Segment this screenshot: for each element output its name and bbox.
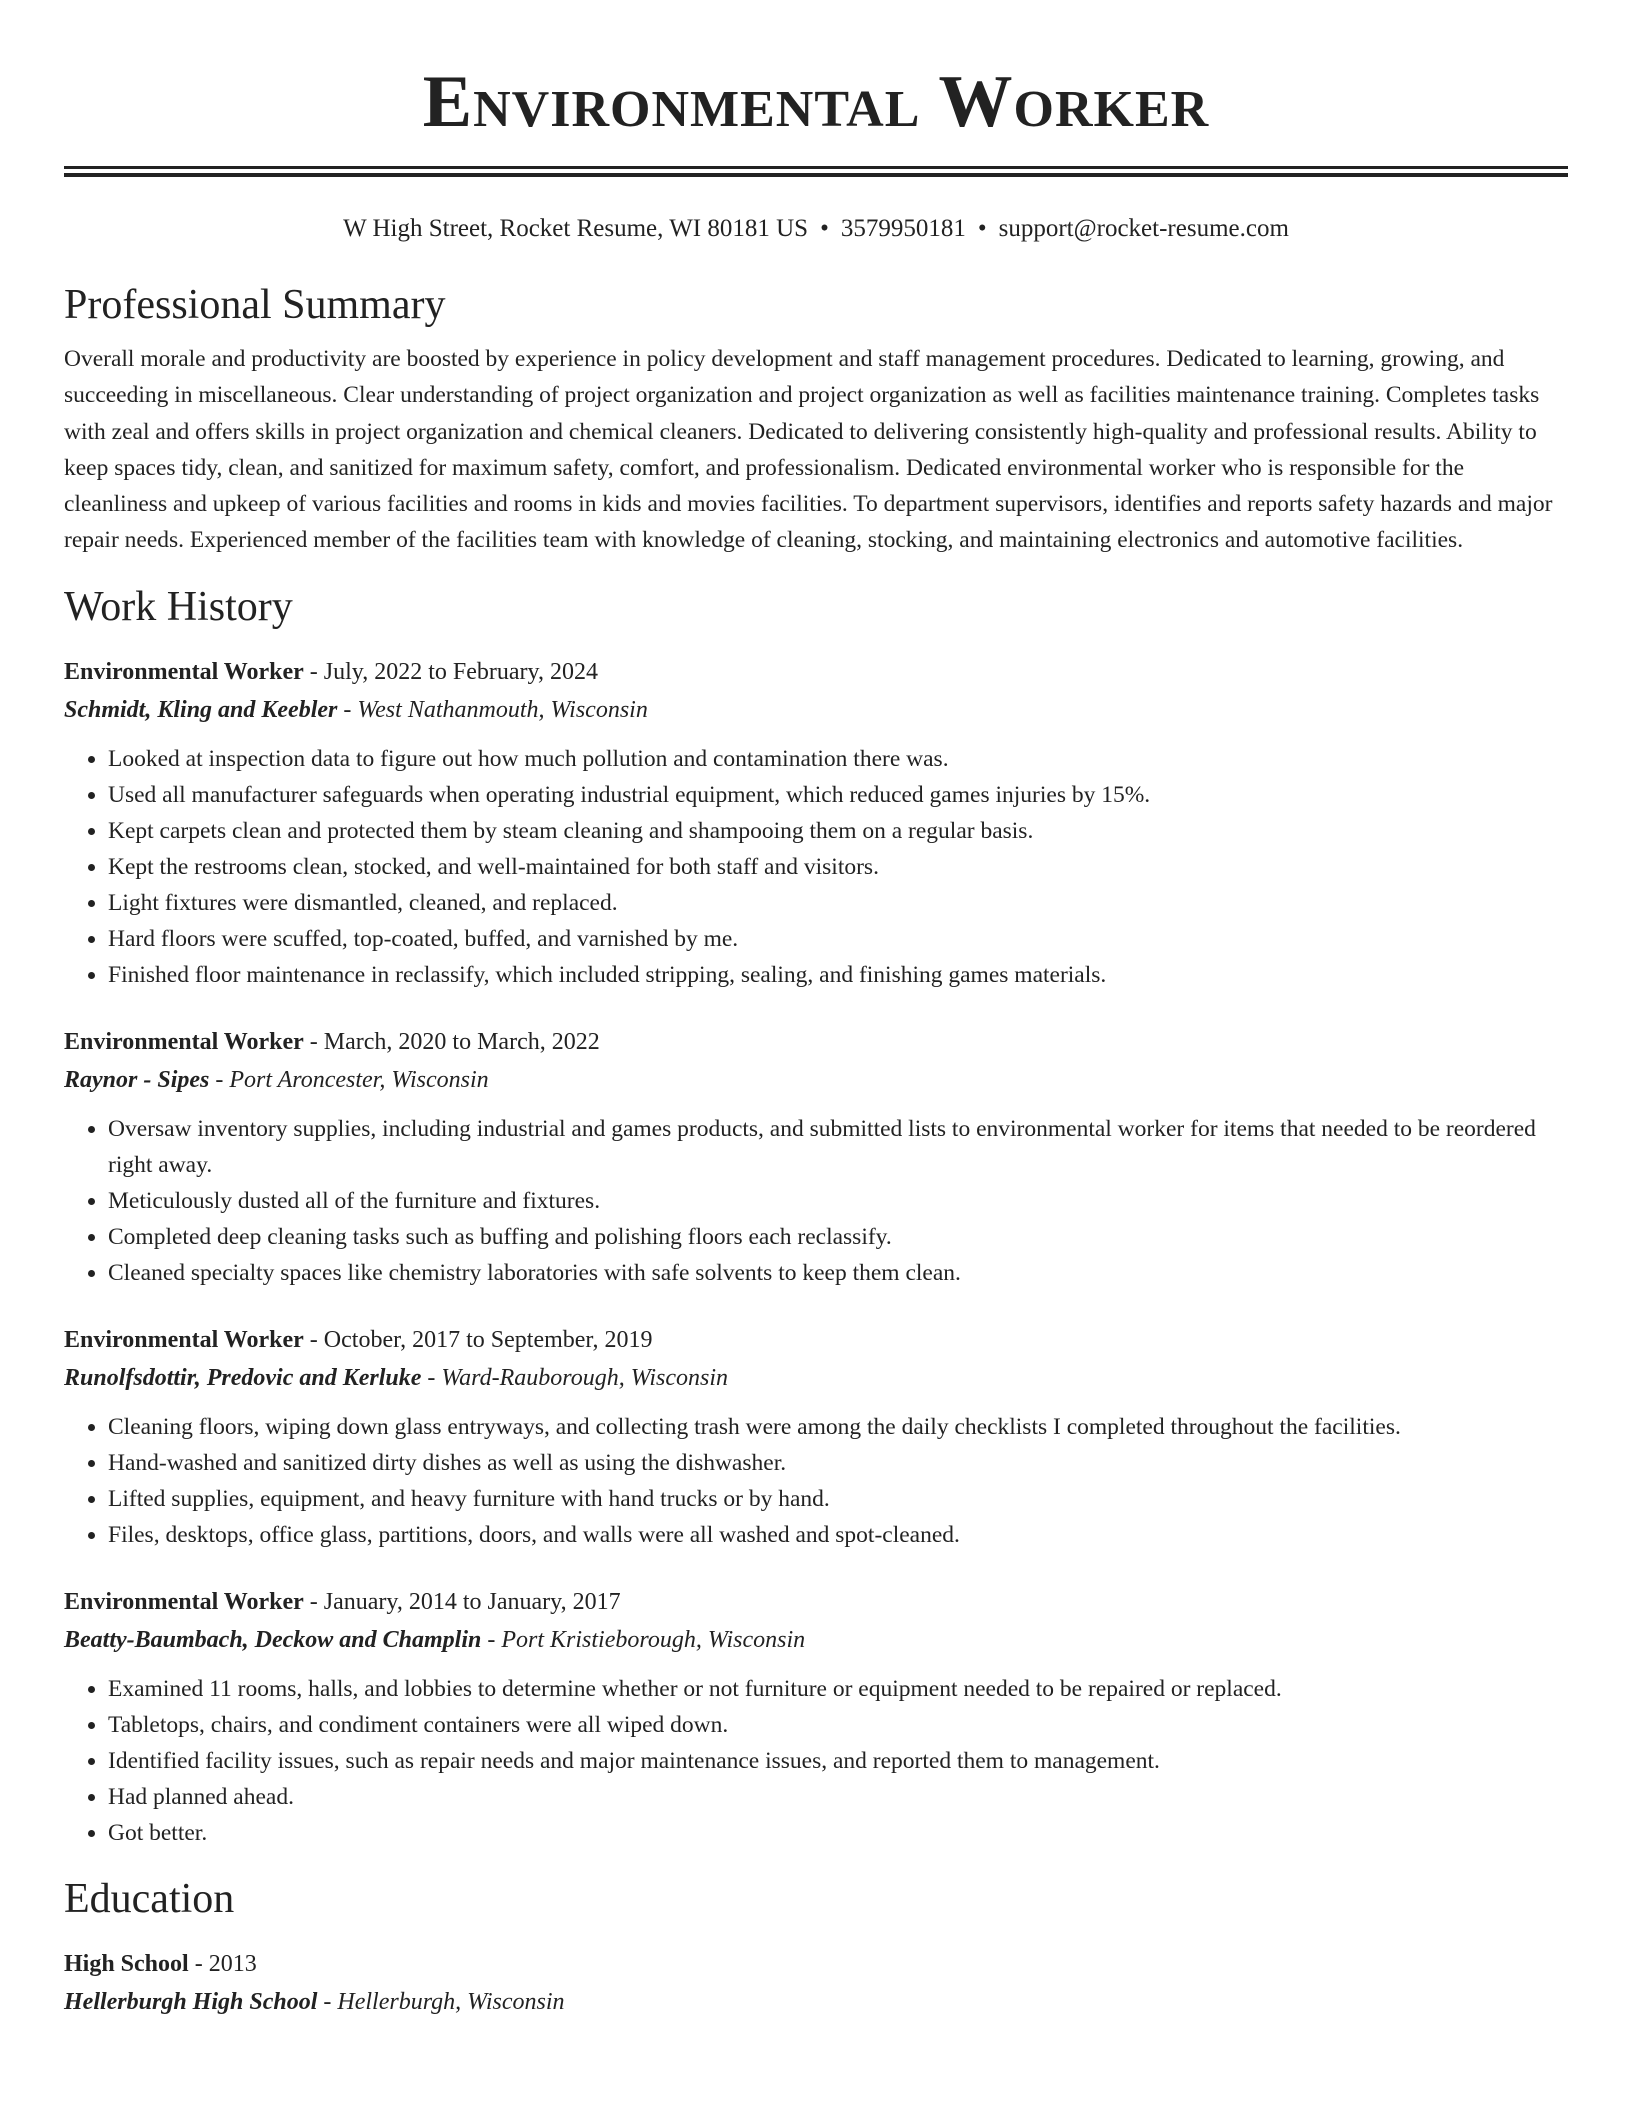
job-bullet: • Oversaw inventory supplies, including industrial and games products, and submitted lists to environmental worker for items that needed to be reordered right away. <box>108 1111 1568 1183</box>
resume-name: Environmental Worker <box>422 61 1210 143</box>
work-history-heading: Work History <box>64 583 293 630</box>
job-bullet: • Files, desktops, office glass, partitions, doors, and walls were all washed and spot-cleaned. <box>108 1517 1568 1553</box>
job-title: Environmental Worker <box>64 1326 304 1353</box>
job-bullet: • Got better. <box>108 1815 1568 1851</box>
job-entry <box>64 1583 1568 1851</box>
education-school-line <box>64 1983 1568 2021</box>
job-bullets <box>64 1409 1568 1553</box>
education-school: Hellerburgh High School <box>64 1988 318 2015</box>
job-bullet: • Finished floor maintenance in reclassify, which included stripping, sealing, and finishing games materials. <box>108 957 1568 993</box>
education-entry <box>64 1945 1568 2021</box>
contact-phone: 3579950181 <box>840 215 966 242</box>
job-bullets <box>64 1671 1568 1851</box>
job-bullets <box>64 741 1568 993</box>
job-header <box>64 1583 1568 1621</box>
contact-address: W High Street, Rocket Resume, WI 80181 US <box>343 215 809 242</box>
job-bullet: • Hard floors were scuffed, top-coated, buffed, and varnished by me. <box>108 921 1568 957</box>
header-divider <box>64 166 1568 177</box>
job-dates: - October, 2017 to September, 2019 <box>303 1326 653 1353</box>
job-bullet: • Hand-washed and sanitized dirty dishes as well as using the dishwasher. <box>108 1445 1568 1481</box>
job-entry <box>64 1321 1568 1553</box>
job-company: Runolfsdottir, Predovic and Kerluke <box>64 1364 422 1391</box>
job-title: Environmental Worker <box>64 658 304 685</box>
job-header <box>64 1023 1568 1061</box>
job-bullet: • Kept carpets clean and protected them by steam cleaning and shampooing them on a regular basis. <box>108 813 1568 849</box>
job-header <box>64 653 1568 691</box>
summary-text: Overall morale and productivity are boosted by experience in policy development and staff management procedures. Dedicated to learning, growing, and succeeding in miscellaneous. Clear understanding of project organization and project organization as well as facilities maintenance training. Completes tasks with zeal and offers skills in project organization and chemical cleaners. Dedicated to delivering consistently high-quality and professional results. Ability to keep spaces tidy, clean, and sanitized for maximum safety, comfort, and professionalism. Dedicated environmental worker who is responsible for the cleanliness and upkeep of various facilities and rooms in kids and movies facilities. To department supervisors, identifies and reports safety hazards and major repair needs. Experienced member of the facilities team with knowledge of cleaning, stocking, and maintaining electronics and automotive facilities. <box>64 346 1553 554</box>
job-location: - West Nathanmouth, Wisconsin <box>337 696 648 723</box>
job-bullet: • Identified facility issues, such as repair needs and major maintenance issues, and reported them to management. <box>108 1743 1568 1779</box>
job-employer <box>64 691 1568 729</box>
job-entry <box>64 1023 1568 1291</box>
job-title: Environmental Worker <box>64 1588 304 1615</box>
job-bullet: • Used all manufacturer safeguards when operating industrial equipment, which reduced games injuries by 15%. <box>108 777 1568 813</box>
job-bullet: • Had planned ahead. <box>108 1779 1568 1815</box>
job-bullet: • Lifted supplies, equipment, and heavy furniture with hand trucks or by hand. <box>108 1481 1568 1517</box>
job-dates: - July, 2022 to February, 2024 <box>303 658 598 685</box>
job-bullet: • Cleaning floors, wiping down glass entryways, and collecting trash were among the daily checklists I completed throughout the facilities. <box>108 1409 1568 1445</box>
contact-separator: • <box>820 215 829 242</box>
contact-email: support@rocket-resume.com <box>998 215 1289 242</box>
contact-line <box>64 213 1568 245</box>
job-entry <box>64 653 1568 993</box>
job-title: Environmental Worker <box>64 1028 304 1055</box>
job-dates: - March, 2020 to March, 2022 <box>303 1028 600 1055</box>
job-location: - Ward-Rauborough, Wisconsin <box>421 1364 729 1391</box>
education-heading: Education <box>64 1875 235 1922</box>
job-bullet: • Cleaned specialty spaces like chemistry laboratories with safe solvents to keep them clean. <box>108 1255 1568 1291</box>
job-company: Raynor - Sipes <box>64 1066 210 1093</box>
education-year: - 2013 <box>188 1950 257 1977</box>
job-company: Beatty-Baumbach, Deckow and Champlin <box>64 1626 482 1653</box>
job-bullet: • Kept the restrooms clean, stocked, and well-maintained for both staff and visitors. <box>108 849 1568 885</box>
education-header <box>64 1945 1568 1983</box>
job-header <box>64 1321 1568 1359</box>
job-bullet: • Meticulously dusted all of the furniture and fixtures. <box>108 1183 1568 1219</box>
job-dates: - January, 2014 to January, 2017 <box>303 1588 621 1615</box>
job-bullet: • Light fixtures were dismantled, cleaned, and replaced. <box>108 885 1568 921</box>
education-location: - Hellerburgh, Wisconsin <box>317 1988 565 2015</box>
job-location: - Port Kristieborough, Wisconsin <box>481 1626 806 1653</box>
job-bullet: • Looked at inspection data to figure out how much pollution and contamination there was. <box>108 741 1568 777</box>
contact-separator: • <box>977 215 987 242</box>
job-company: Schmidt, Kling and Keebler <box>64 696 338 723</box>
job-employer <box>64 1359 1568 1397</box>
job-bullet: • Completed deep cleaning tasks such as buffing and polishing floors each reclassify. <box>108 1219 1568 1255</box>
summary-heading: Professional Summary <box>64 282 446 328</box>
job-bullet: • Tabletops, chairs, and condiment containers were all wiped down. <box>108 1707 1568 1743</box>
job-employer <box>64 1061 1568 1099</box>
education-degree: High School <box>64 1950 189 1977</box>
job-employer <box>64 1621 1568 1659</box>
job-bullets <box>64 1111 1568 1291</box>
job-location: - Port Aroncester, Wisconsin <box>209 1066 489 1093</box>
job-bullet: • Examined 11 rooms, halls, and lobbies to determine whether or not furniture or equipment needed to be repaired or replaced. <box>108 1671 1568 1707</box>
